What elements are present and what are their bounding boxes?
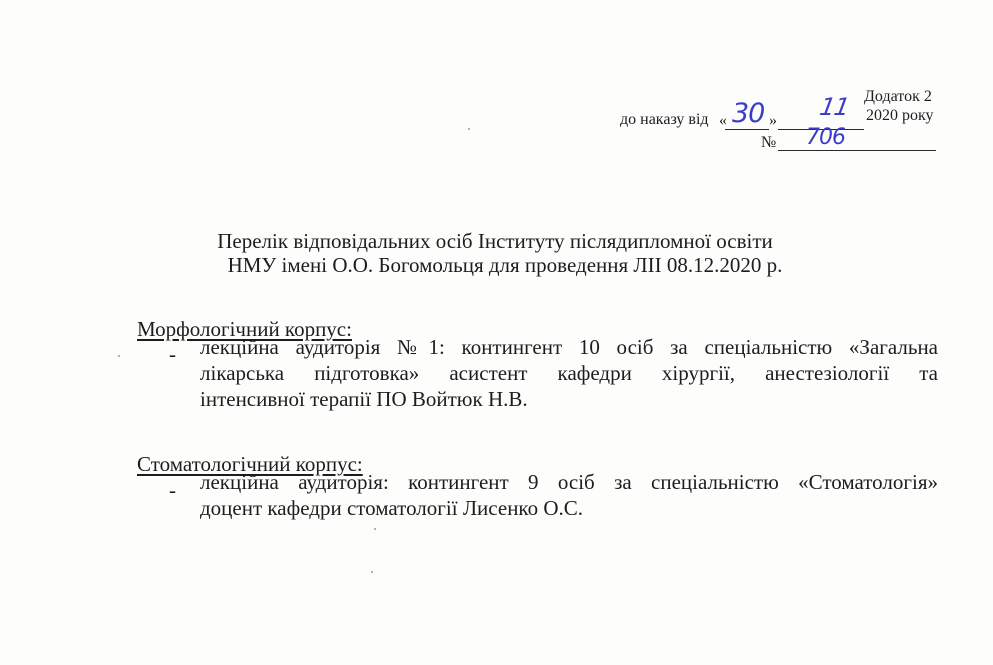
document-title-line-1: Перелік відповідальних осіб Інституту післядипломної освіти (217, 229, 773, 253)
list-item-line: лекційна аудиторія: контингент 9 осіб за спеціальністю «Стоматологія» (200, 470, 938, 494)
document-title-line-2: НМУ імені О.О. Богомольця для проведення ЛІІ 08.12.2020 р. (227, 253, 783, 277)
scan-speck (371, 571, 373, 573)
handwritten-number: 706 (806, 125, 845, 150)
quote-open: « (719, 112, 727, 129)
list-item-line: лекційна аудиторія №1: контингент 10 осіб за спеціальністю «Загальна (200, 335, 938, 359)
list-item-line: інтенсивної терапії ПО Войтюк Н.В. (200, 387, 528, 411)
day-underline (725, 129, 769, 130)
number-underline (778, 150, 936, 151)
list-marker: - (169, 342, 176, 366)
list-item-line: доцент кафедри стоматології Лисенко О.С. (200, 496, 583, 520)
quote-close: » (769, 112, 777, 129)
order-prefix: до наказу від (620, 111, 709, 128)
list-item-morphology (200, 334, 938, 412)
handwritten-month: 11 (817, 93, 852, 121)
list-item-line: лікарська підготовка» асистент кафедри хірургії, анестезіології та (200, 361, 938, 385)
number-label: № (761, 134, 777, 151)
scan-speck (374, 528, 376, 530)
scan-speck (118, 355, 120, 357)
year-suffix: 2020 року (866, 107, 934, 124)
appendix-label: Додаток 2 (864, 88, 932, 105)
section-heading-dentistry: Стоматологічний корпус: (137, 452, 363, 476)
handwritten-day: 30 (732, 98, 765, 129)
list-marker: - (169, 478, 176, 502)
list-item-dentistry (200, 469, 938, 521)
scan-speck (468, 128, 470, 130)
section-heading-morphology: Морфологічний корпус: (137, 317, 352, 341)
